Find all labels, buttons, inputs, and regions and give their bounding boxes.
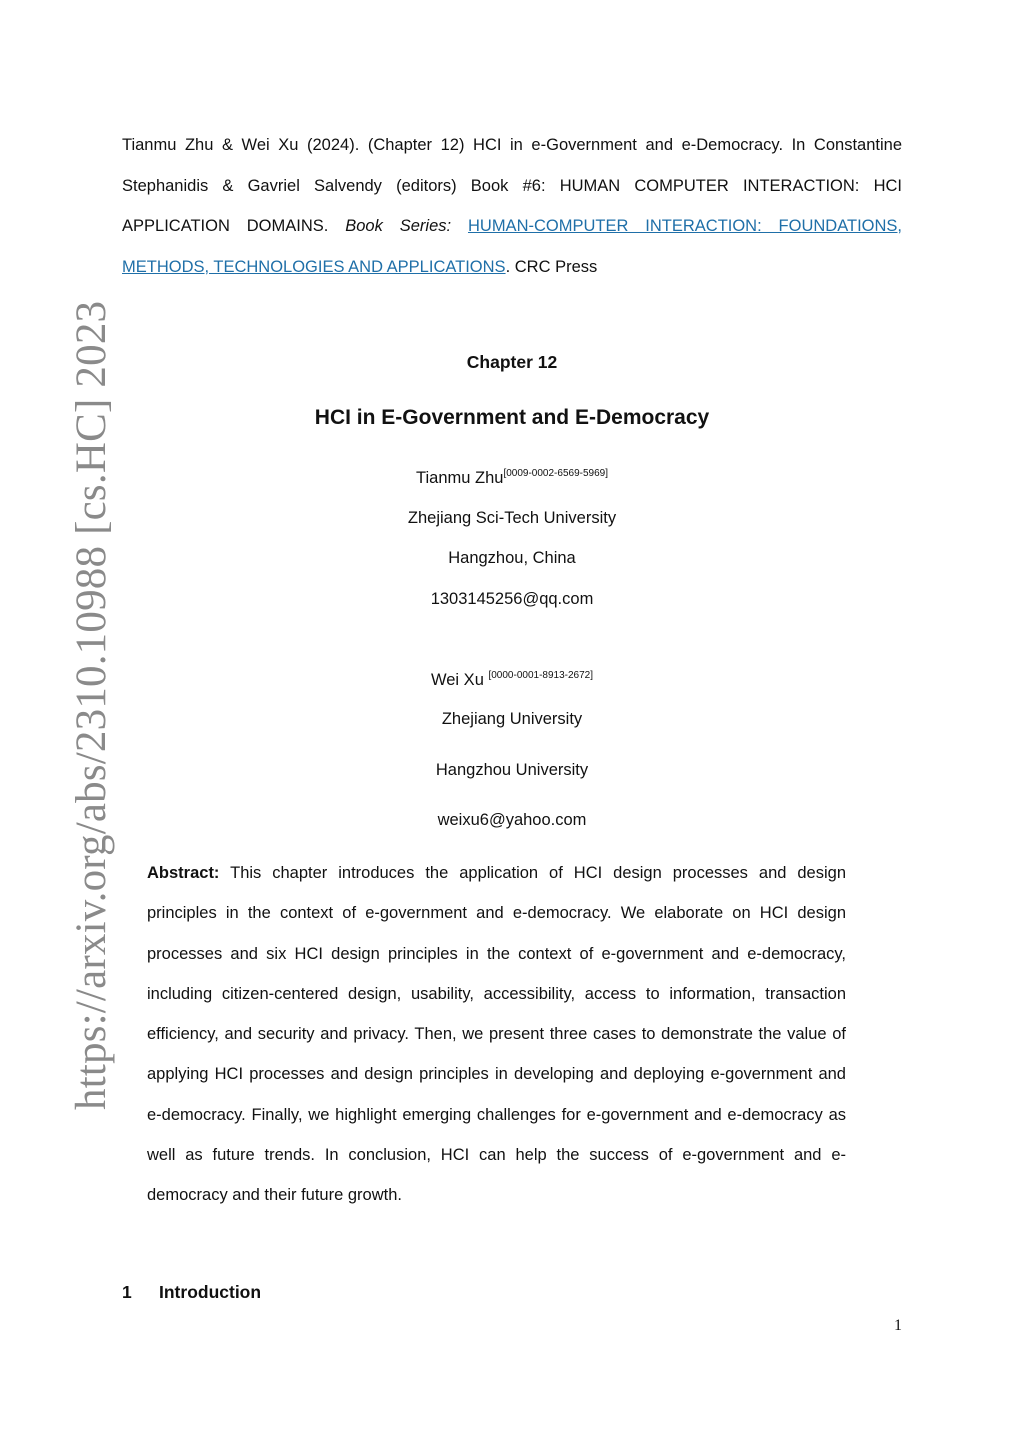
- author-2-name: Wei Xu: [430, 671, 484, 689]
- citation-text: Tianmu Zhu & Wei Xu (2024). (Chapter 12) HCI in e-Government and e-Democracy. In Constantine Stephanidis & Gavriel Salvendy (editors) Book #6: HUMAN COMPUTER INTERACTION: HCI APPLICATION DOMAINS.: [122, 136, 902, 235]
- page-title: HCI in E-Government and E-Democracy: [314, 406, 710, 429]
- author-2-orcid: [0000-0001-8913-2672]: [488, 670, 593, 681]
- author-2-email: weixu6@yahoo.com: [437, 811, 587, 829]
- book-series-label: Book Series:: [345, 217, 452, 235]
- author-1-email: 1303145256@qq.com: [430, 590, 594, 608]
- section-number: 1: [122, 1282, 132, 1302]
- author-2-affiliation: Zhejiang University: [441, 710, 583, 728]
- author-1-location: Hangzhou, China: [448, 549, 576, 567]
- author-1-affiliation: Zhejiang Sci-Tech University: [407, 509, 617, 527]
- section-title: Introduction: [159, 1282, 262, 1302]
- citation-block: [122, 125, 902, 287]
- section-heading: [122, 1282, 261, 1303]
- author-1-name: Tianmu Zhu: [416, 469, 504, 487]
- author-1-orcid: [0009-0002-6569-5969]: [503, 468, 608, 479]
- publisher-text: . CRC Press: [505, 257, 598, 276]
- chapter-label: Chapter 12: [466, 352, 558, 372]
- abstract-text: This chapter introduces the application of HCI design processes and design principles in the context of e-government and e-democracy. We elaborate on HCI design processes and six HCI design principles in the context of e-government and e-democracy, including citizen-centered design, usability, accessibility, access to information, transaction efficiency, and security and privacy. Then, we present three cases to demonstrate the value of applying HCI processes and design principles in developing and deploying e-government and e-democracy. Finally, we highlight emerging challenges for e-government and e-democracy as well as future trends. In conclusion, HCI can help the success of e-government and e-democracy and their future growth.: [147, 864, 846, 1205]
- author-2-line: [0, 670, 1024, 690]
- author-1-line: [0, 468, 1024, 488]
- author-2-location: Hangzhou University: [435, 761, 589, 779]
- abstract-block: [147, 853, 846, 1216]
- abstract-label: Abstract:: [147, 864, 220, 882]
- page-number: 1: [894, 1317, 902, 1334]
- arxiv-watermark: https://arxiv.org/abs/2310.10988 [cs.HC] 2023: [68, 300, 115, 1110]
- book-series-link[interactable]: HUMAN-COMPUTER INTERACTION: FOUNDATIONS, METHODS, TECHNOLOGIES AND APPLICATIONS: [122, 217, 903, 276]
